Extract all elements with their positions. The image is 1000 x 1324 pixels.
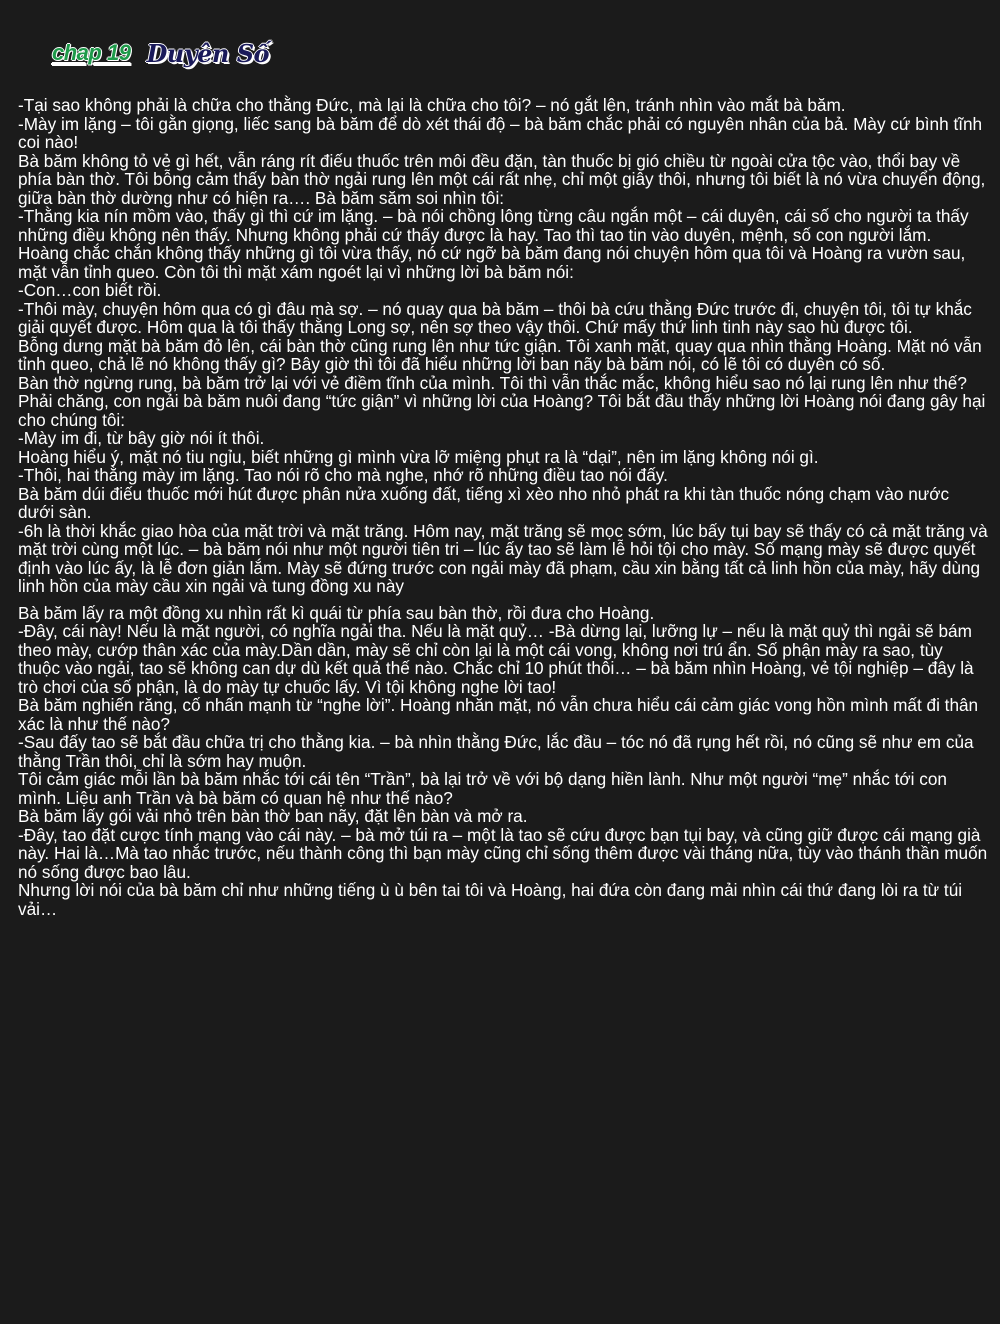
paragraph: Nhưng lời nói của bà băm chỉ như những tiếng ù ù bên tai tôi và Hoàng, hai đứa còn đang mải nhìn cái thứ đang lòi ra từ túi vải…: [18, 880, 963, 919]
paragraph: -Đây, tao đặt cược tính mạng vào cái này. – bà mở túi ra – một là tao sẽ cứu được bạn tụi bay, và cũng giữ được cái mạng già này. Hai là…Mà tao nhắc trước, nếu thành công thì bạn mày cũng chỉ sống thêm được vài tháng nữa, tùy vào thánh thần muốn nó sống được bao lâu.: [18, 824, 988, 882]
chapter-number: chap 19: [52, 40, 131, 65]
chapter-title: Duyên Số: [146, 38, 270, 68]
paragraph: Tôi cảm giác mỗi lần bà băm nhắc tới cái tên “Trần”, bà lại trở về với bộ dạng hiền lành. Như một người “mẹ” nhắc tới con mình. Liệu anh Trần và bà băm có quan hệ như thế nào?: [18, 769, 947, 808]
story-body: [18, 96, 988, 918]
paragraph: -Thôi mày, chuyện hôm qua có gì đâu mà sợ. – nó quay qua bà băm – thôi bà cứu thằng Đức trước đi, chuyện tôi, tôi tự khắc giải quyết được. Hôm qua là tôi thấy thằng Long sợ, nên sợ theo vậy thôi. Chứ mấy thứ linh tinh này sao hù được tôi.: [18, 298, 972, 337]
paragraph: Bỗng dưng mặt bà băm đỏ lên, cái bàn thờ cũng rung lên như tức giận. Tôi xanh mặt, quay qua nhìn thằng Hoàng. Mặt nó vẫn tỉnh queo, chả lẽ nó không thấy gì? Bây giờ thì tôi đã hiểu những lời ban nãy bà băm nói, có lẽ tôi có duyên có số.: [18, 335, 982, 374]
paragraph: Bà băm lấy gói vải nhỏ trên bàn thờ ban nãy, đặt lên bàn và mở ra.: [18, 806, 528, 826]
paragraph: Bà băm dúi điếu thuốc mới hút được phân nửa xuống đất, tiếng xì xèo nho nhỏ phát ra khi tàn thuốc nóng chạm vào nước dưới sàn.: [18, 483, 950, 522]
paragraph: -Con…con biết rồi.: [18, 280, 162, 300]
paragraph: Hoàng chắc chắn không thấy những gì tôi vừa thấy, nó cứ ngỡ bà băm đang nói chuyện hôm qua tôi và Hoàng ra vườn sau, mặt vẫn tỉnh queo. Còn tôi thì mặt xám ngoét lại vì những lời bà băm nói:: [18, 243, 966, 282]
paragraph: Bàn thờ ngừng rung, bà băm trở lại với vẻ điềm tĩnh của mình. Tôi thì vẫn thắc mắc, không hiểu sao nó lại rung lên như thế? Phải chăng, con ngải bà băm nuôi đang “tức giận” vì những lời của Hoàng? Tôi bắt đầu thấy những lời Hoàng nói đang gây hại cho chúng tôi:: [18, 372, 986, 430]
paragraph: Bà băm lấy ra một đồng xu nhìn rất kì quái từ phía sau bàn thờ, rồi đưa cho Hoàng.: [18, 602, 655, 623]
paragraph: -Mày im lặng – tôi gằn giọng, liếc sang bà băm để dò xét thái độ – bà băm chắc phải có nguyên nhân của bả. Mày cứ bình tĩnh coi nào!: [18, 113, 983, 152]
paragraph: -Thằng kia nín mồm vào, thấy gì thì cứ im lặng. – bà nói chồng lông từng câu ngắn một – cái duyên, cái số cho người ta thấy những điều không nên thấy. Nhưng không phải cứ thấy được là hay. Tao thì tao tin vào duyên, mệnh, số con người lắm.: [18, 206, 969, 245]
chapter-header: [52, 36, 269, 70]
paragraph: Bà băm không tỏ vẻ gì hết, vẫn ráng rít điếu thuốc trên môi đều đặn, tàn thuốc bị gió chiều từ ngoài cửa tộc vào, thổi bay về phía bàn thờ. Tôi bỗng cảm thấy bàn thờ ngải rung lên một cái rất nhẹ, chỉ một giây thôi, nhưng tôi biết là nó vừa chuyển động, giữa bàn thờ dường như có hiện ra…. Bà băm săm soi nhìn tôi:: [18, 150, 986, 208]
paragraph: -Sau đấy tao sẽ bắt đầu chữa trị cho thằng kia. – bà nhìn thằng Đức, lắc đầu – tóc nó đã rụng hết rồi, nó cũng sẽ như em của thằng Trần thôi, chỉ là sớm hay muộn.: [18, 732, 974, 771]
paragraph: Bà băm nghiến răng, cố nhấn mạnh từ “nghe lời”. Hoàng nhăn mặt, nó vẫn chưa hiểu cái cảm giác vong hồn mình mất đi thân xác là như thế nào?: [18, 695, 979, 734]
paragraph: -Thôi, hai thằng mày im lặng. Tao nói rõ cho mà nghe, nhớ rõ những điều tao nói đấy.: [18, 465, 668, 485]
paragraph: -Đây, cái này! Nếu là mặt người, có nghĩa ngải tha. Nếu là mặt quỷ… -Bà dừng lại, lưỡng lự – nếu là mặt quỷ thì ngải sẽ bám theo mày, cướp thân xác của mày.Dần dần, mày sẽ chỉ còn lại là một cái vong, không nơi trú ẩn. Số phận mày ra sao, tùy thuộc vào ngải, tao sẽ không can dự dù kết quả thế nào. Chắc chỉ 10 phút thôi… – bà băm nhìn Hoàng, vẻ tội nghiệp – đây là trò chơi của số phận, là do mày tự chuốc lấy. Vì tội không nghe lời tao!: [18, 621, 974, 697]
paragraph: Hoàng hiểu ý, mặt nó tiu ngỉu, biết những gì mình vừa lỡ miệng phụt ra là “dại”, nên im lặng không nói gì.: [18, 446, 819, 467]
paragraph: -6h là thời khắc giao hòa của mặt trời và mặt trăng. Hôm nay, mặt trăng sẽ mọc sớm, lúc bấy tụi bay sẽ thấy có cả mặt trăng và mặt trời cùng một lúc. – bà băm nói như một người tiên tri – lúc ấy tao sẽ làm lễ hỏi tội cho mày. Số mạng mày sẽ được quyết định vào lúc ấy, là lễ đơn giản lắm. Mày sẽ đứng trước con ngải mày đã phạm, cầu xin bằng tất cả linh hồn của mày, hãy dùng linh hồn của mày cầu xin ngải và tung đồng xu này: [18, 520, 988, 596]
paragraph: -Tại sao không phải là chữa cho thằng Đức, mà lại là chữa cho tôi? – nó gắt lên, tránh nhìn vào mắt bà băm.: [18, 95, 846, 115]
paragraph: -Mày im đi, từ bây giờ nói ít thôi.: [18, 428, 265, 448]
